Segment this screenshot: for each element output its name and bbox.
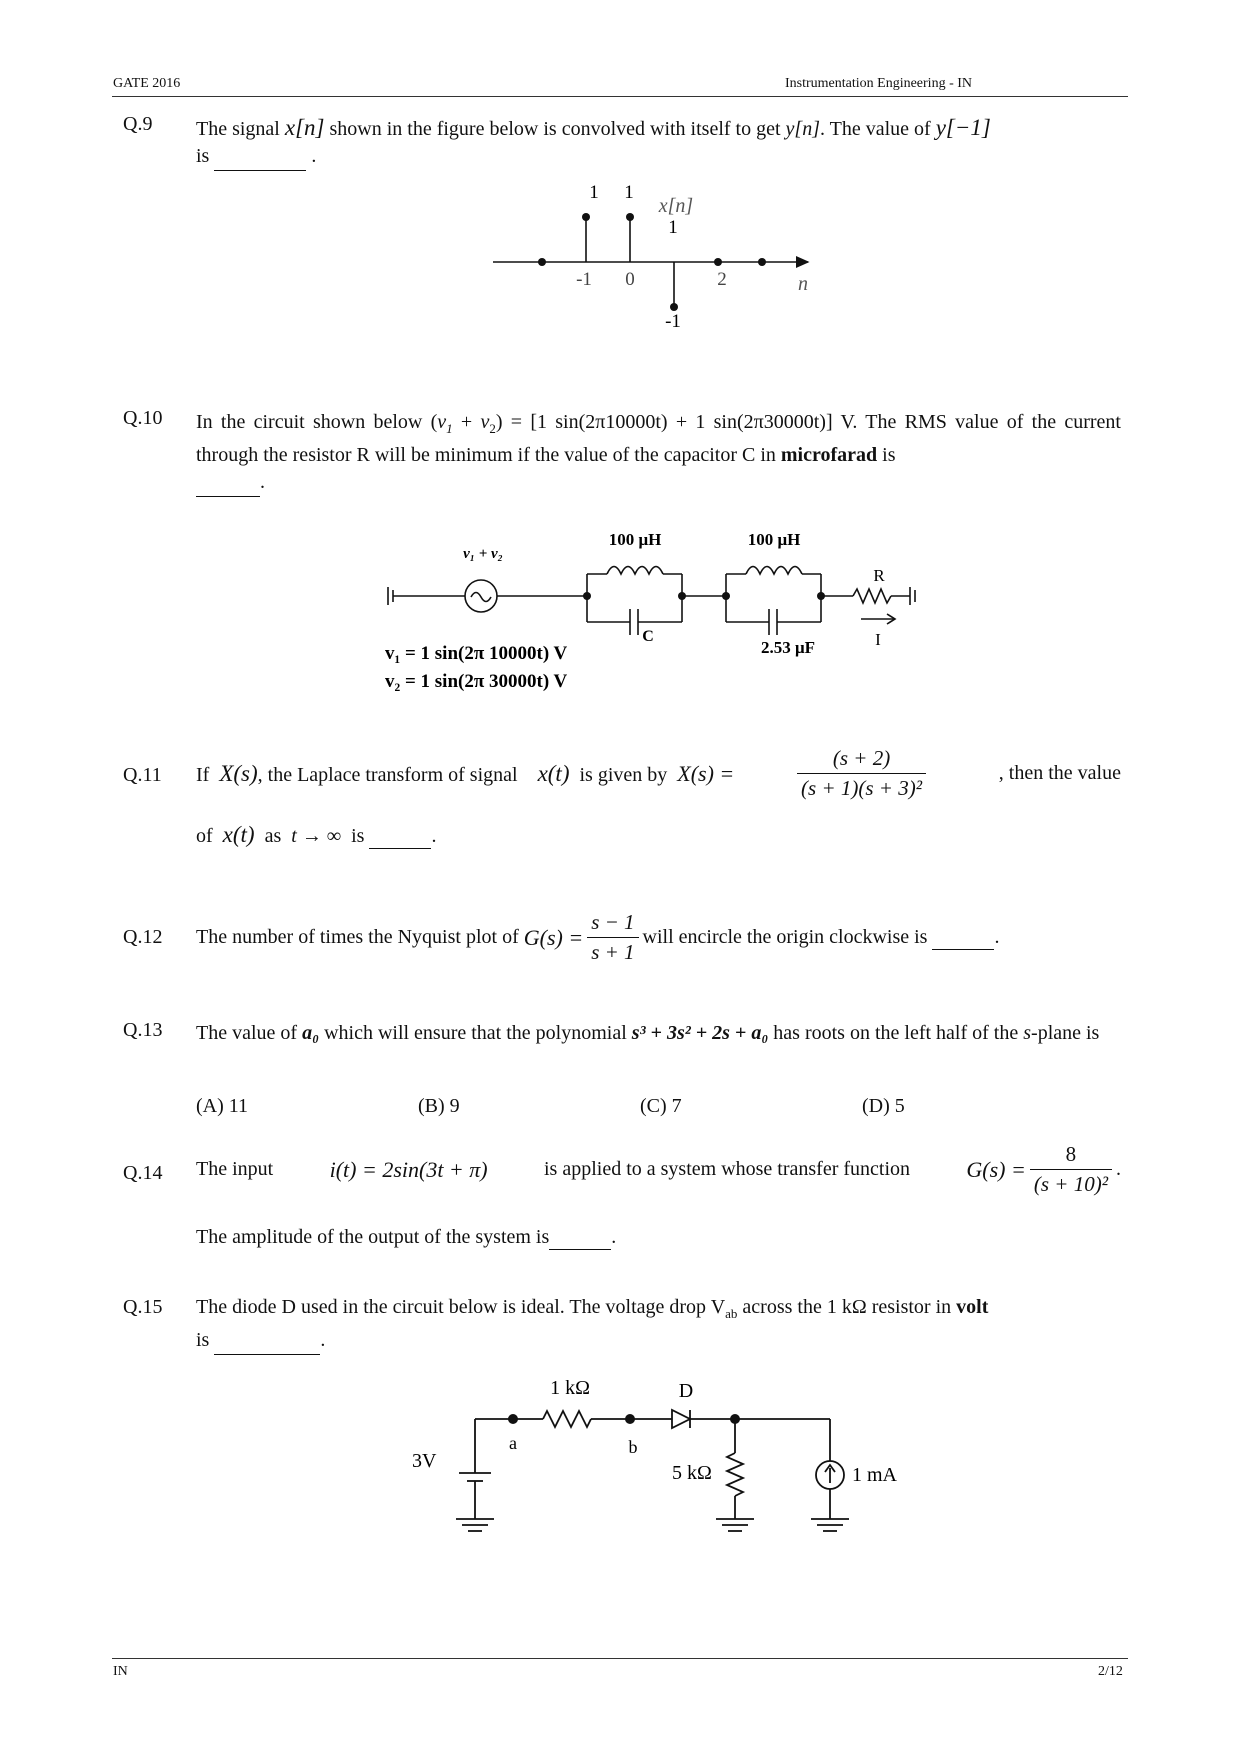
node-a-label: a [509, 1433, 517, 1453]
series-label: x[n] [658, 195, 694, 217]
question-text: The input i(t) = 2sin(3t + π) is applied to a system whose transfer function G(s) = $\frac{8}{\text{(s + 10)²}}$ . [196, 1142, 1121, 1196]
question-number: Q.15 [123, 1296, 163, 1318]
question-number: Q.12 [123, 926, 163, 948]
header-rule [112, 96, 1128, 97]
inductor [746, 567, 802, 575]
v2-equation: v₂ = 1 sin(2π 30000t) V [385, 671, 568, 692]
question-text: The number of times the Nyquist plot of G(s) = $\frac{s - 1}{s + 1}$ will encircle the origin clockwise is . [196, 910, 1000, 964]
cap1-label: C [642, 628, 654, 645]
question-number: Q.10 [123, 407, 163, 429]
diode-label: D [678, 1380, 694, 1402]
diode-circuit-diagram [400, 1375, 920, 1535]
resistor-r [853, 589, 891, 603]
value-label: 1 [668, 217, 678, 238]
question-text: In the circuit shown below $(v_1 + v_2) = [1$ sin(2π10000t) + 1 sin(2π30000t)] V. The RMS value of the current through the resistor R will be minimum if the value of the capacitor C in microfarad is . [196, 409, 1121, 497]
resistor-1k [543, 1411, 591, 1427]
stem-point [670, 303, 678, 311]
resistor-label: R [873, 566, 885, 585]
option-d: (D) 5 [862, 1095, 905, 1117]
signal-stem-plot [490, 176, 820, 336]
option-c: (C) 7 [640, 1095, 682, 1117]
value-label: 1 [589, 182, 599, 203]
question-number: Q.11 [123, 764, 162, 786]
question-text: The value of a₀ which will ensure that the polynomial s³ + 3s² + 2s + a₀ has roots on the left half of the s-plane is [196, 1022, 1100, 1044]
axis-label: n [798, 273, 808, 295]
question-number: Q.14 [123, 1162, 163, 1184]
option-a: (A) 11 [196, 1095, 249, 1117]
question-text: The diode D used in the circuit below is ideal. The voltage drop $V_{ab}$ across the 1 kΩ resistor in volt is . [196, 1294, 1121, 1355]
diode [672, 1410, 690, 1428]
tick-label: -1 [576, 269, 592, 290]
lc-circuit-diagram [375, 525, 935, 700]
battery-label: 3V [412, 1450, 437, 1472]
tick-label: 2 [717, 269, 727, 290]
resistor-5k [727, 1453, 743, 1496]
value-label: -1 [665, 311, 681, 332]
question-text: If X(s), the Laplace transform of signal x(t) is given by X(s) = $\frac{(s + 2)}{\text{(s + 1)(s + 3)²}}$ , then the value [196, 746, 1121, 800]
tick-label: 0 [625, 269, 635, 290]
page-number: 2/12 [1098, 1664, 1123, 1679]
stem-point [626, 213, 634, 221]
header-subject: Instrumentation Engineering - IN [785, 76, 973, 91]
inductor1-label: 100 μH [608, 530, 662, 549]
footer-rule [112, 1658, 1128, 1659]
source-label: v₁ + v₂ [463, 546, 503, 562]
r2-label: 5 kΩ [672, 1462, 712, 1484]
footer-paper-code: IN [113, 1664, 128, 1679]
r1-label: 1 kΩ [550, 1377, 590, 1399]
source-label: 1 mA [852, 1464, 897, 1486]
question-text-line2: of x(t) as t → ∞ is . [196, 822, 437, 847]
v1-equation: v₁ = 1 sin(2π 10000t) V [385, 643, 568, 664]
inductor2-label: 100 μH [747, 530, 801, 549]
question-number: Q.9 [123, 113, 153, 135]
value-label: 1 [624, 182, 634, 203]
stem-point [714, 258, 722, 266]
current-label: I [875, 630, 881, 649]
question-text-line2: The amplitude of the output of the system is . [196, 1226, 617, 1248]
option-b: (B) 9 [418, 1095, 460, 1117]
stem-point [538, 258, 546, 266]
node-b-label: b [628, 1437, 638, 1457]
stem-point [758, 258, 766, 266]
stem-point [582, 213, 590, 221]
header-exam-name: GATE 2016 [113, 76, 181, 91]
cap2-label: 2.53 μF [760, 638, 816, 657]
question-number: Q.13 [123, 1019, 163, 1041]
question-text: The signal x[n] shown in the figure below is convolved with itself to get y[n]. The value of y[−1] is . [196, 114, 1121, 171]
inductor [607, 567, 663, 575]
